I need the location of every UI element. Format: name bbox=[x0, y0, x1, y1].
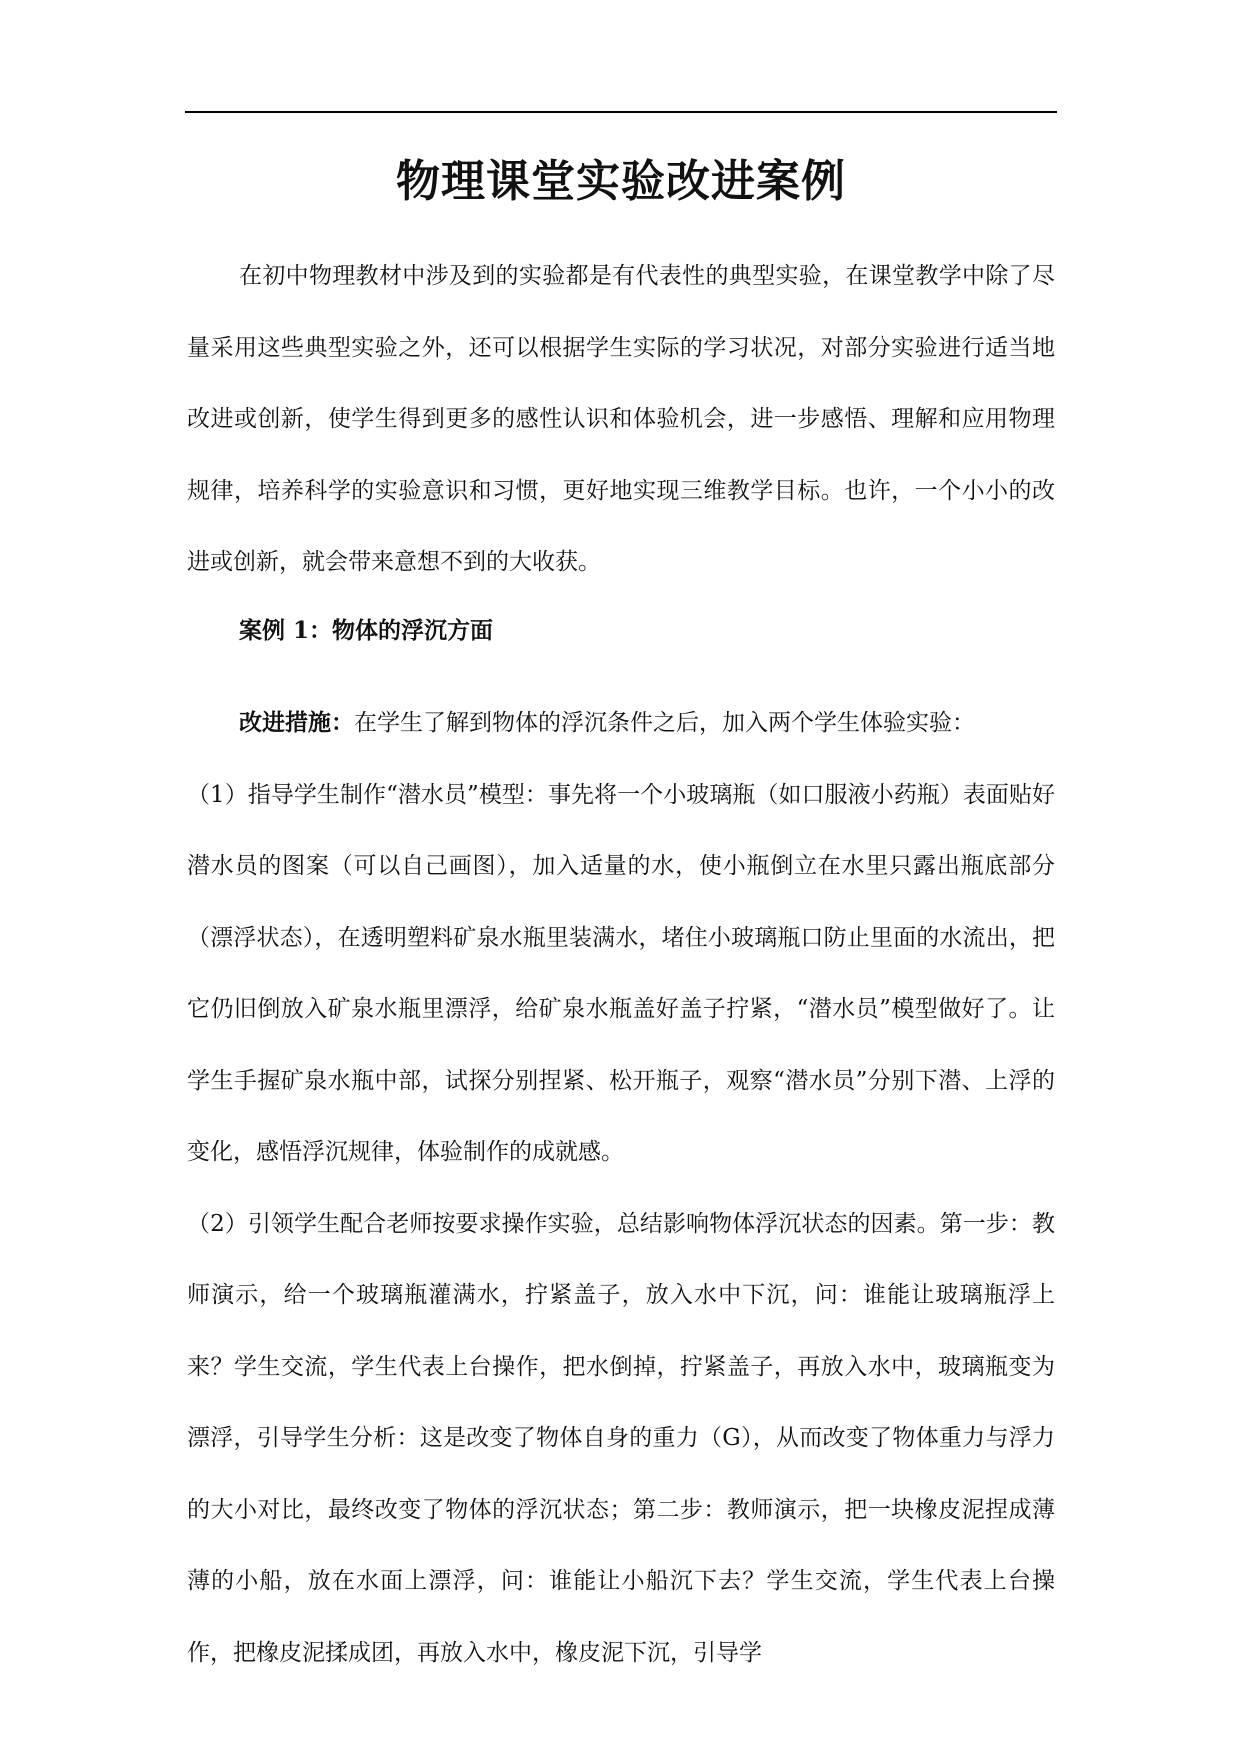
measures-label: 改进措施： bbox=[239, 709, 354, 736]
measures-section bbox=[187, 687, 1055, 1689]
header-rule bbox=[185, 111, 1057, 113]
measures-paragraph bbox=[187, 687, 1055, 760]
experiment-item-2: （2）引领学生配合老师按要求操作实验，总结影响物体浮沉状态的因素。第一步：教师演示，给一个玻璃瓶灌满水，拧紧盖子，放入水中下沉，问：谁能让玻璃瓶浮上来？学生交流，学生代表上台操作，把水倒掉，拧紧盖子，再放入水中，玻璃瓶变为漂浮，引导学生分析：这是改变了物体自身的重力（G），从而改变了物体重力与浮力的大小对比，最终改变了物体的浮沉状态；第二步：教师演示，把一块橡皮泥捏成薄薄的小船，放在水面上漂浮，问：谁能让小船沉下去？学生交流，学生代表上台操作，把橡皮泥揉成团，再放入水中，橡皮泥下沉，引导学 bbox=[187, 1210, 1055, 1666]
measures-text: 在学生了解到物体的浮沉条件之后，加入两个学生体验实验： bbox=[354, 710, 975, 736]
document-title: 物理课堂实验改进案例 bbox=[396, 156, 846, 207]
case-heading: 案例 1：物体的浮沉方面 bbox=[239, 617, 494, 644]
experiment-item-1: （1）指导学生制作“潜水员”模型：事先将一个小玻璃瓶（如口服液小药瓶）表面贴好潜水员的图案（可以自己画图），加入适量的水，使小瓶倒立在水里只露出瓶底部分（漂浮状态），在透明塑料矿泉水瓶里装满水，堵住小玻璃瓶口防止里面的水流出，把它仍旧倒放入矿泉水瓶里漂浮，给矿泉水瓶盖好盖子拧紧，“潜水员”模型做好了。让学生手握矿泉水瓶中部，试探分别捏紧、松开瓶子，观察“潜水员”分别下潜、上浮的变化，感悟浮沉规律，体验制作的成就感。 bbox=[187, 781, 1055, 1165]
intro-paragraph: 在初中物理教材中涉及到的实验都是有代表性的典型实验，在课堂教学中除了尽量采用这些典型实验之外，还可以根据学生实际的学习状况，对部分实验进行适当地改进或创新，使学生得到更多的感性认识和体验机会，进一步感悟、理解和应用物理规律，培养科学的实验意识和习惯，更好地实现三维教学目标。也许，一个小小的改进或创新，就会带来意想不到的大收获。 bbox=[187, 263, 1055, 575]
